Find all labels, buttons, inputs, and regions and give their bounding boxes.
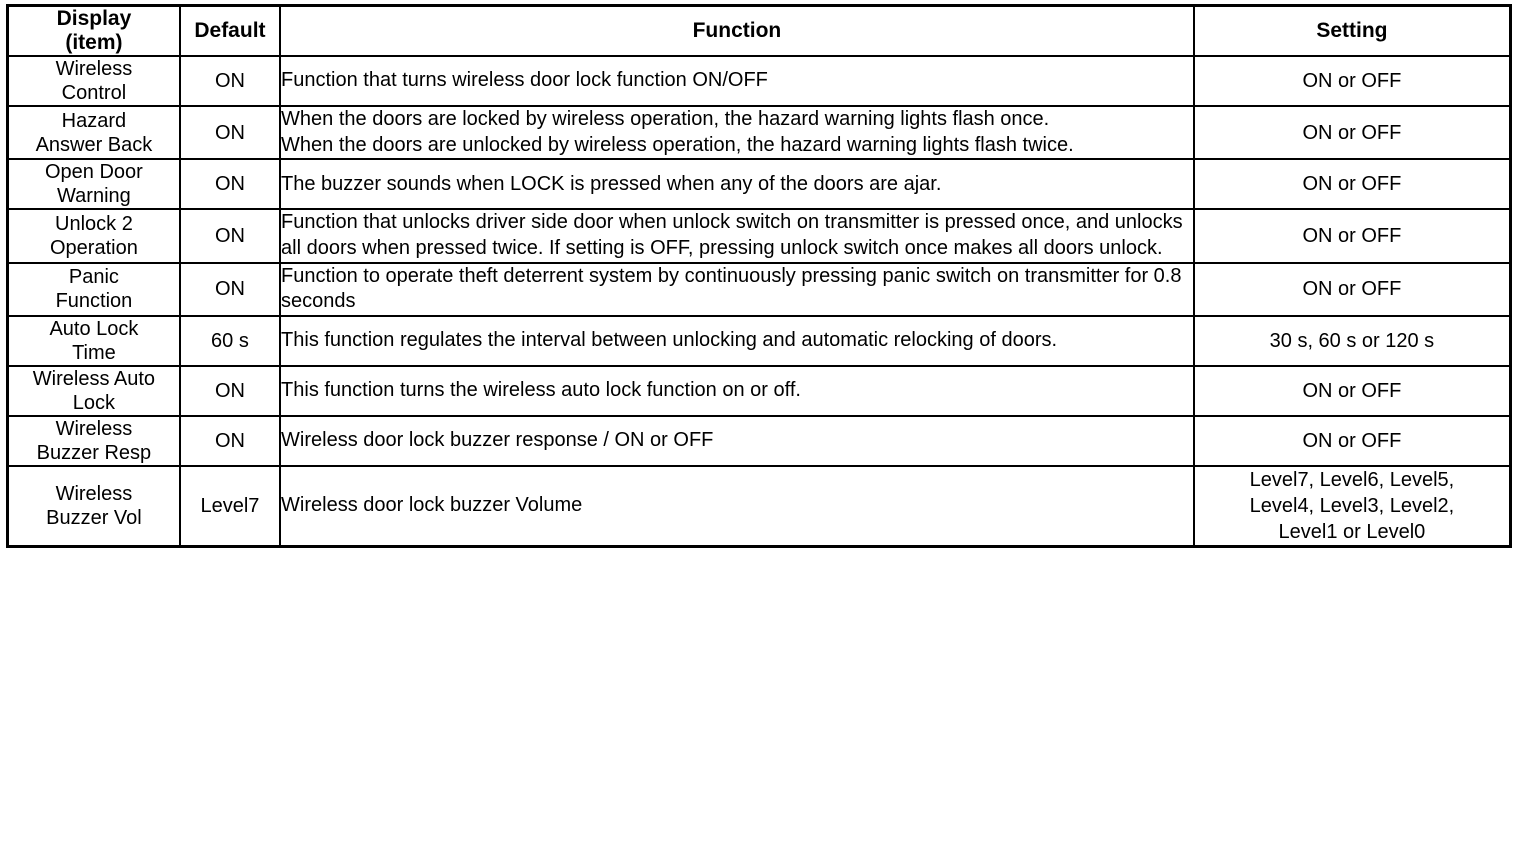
cell-function: Wireless door lock buzzer response / ON or OFF (280, 416, 1194, 466)
table-row (8, 209, 1511, 262)
cell-function: When the doors are locked by wireless operation, the hazard warning lights flash once. When the doors are unlocked by wireless operation, the hazard warning lights flash twice. (280, 106, 1194, 159)
table-body (8, 56, 1511, 546)
cell-item: Wireless Buzzer Vol (8, 466, 180, 547)
cell-setting: ON or OFF (1194, 416, 1511, 466)
table-row (8, 263, 1511, 316)
cell-item: Wireless Auto Lock (8, 366, 180, 416)
cell-item: Wireless Control (8, 56, 180, 106)
settings-table (6, 4, 1512, 548)
cell-default: ON (180, 366, 280, 416)
cell-function: This function regulates the interval between unlocking and automatic relocking of doors. (280, 316, 1194, 366)
cell-setting: Level7, Level6, Level5, Level4, Level3, Level2, Level1 or Level0 (1194, 466, 1511, 547)
cell-function: Function to operate theft deterrent system by continuously pressing panic switch on transmitter for 0.8 seconds (280, 263, 1194, 316)
cell-function: Function that turns wireless door lock function ON/OFF (280, 56, 1194, 106)
table-header-row (8, 6, 1511, 57)
column-header-default: Default (180, 6, 280, 57)
cell-setting: ON or OFF (1194, 159, 1511, 209)
column-header-setting: Setting (1194, 6, 1511, 57)
column-header-display-item (8, 6, 180, 57)
cell-setting: ON or OFF (1194, 106, 1511, 159)
cell-item: Hazard Answer Back (8, 106, 180, 159)
cell-default: ON (180, 209, 280, 262)
cell-default: Level7 (180, 466, 280, 547)
cell-function: Wireless door lock buzzer Volume (280, 466, 1194, 547)
cell-setting: 30 s, 60 s or 120 s (1194, 316, 1511, 366)
table-row (8, 416, 1511, 466)
cell-item: Auto Lock Time (8, 316, 180, 366)
cell-default: ON (180, 159, 280, 209)
table-row (8, 466, 1511, 547)
cell-setting: ON or OFF (1194, 209, 1511, 262)
cell-item: Wireless Buzzer Resp (8, 416, 180, 466)
table-row (8, 159, 1511, 209)
cell-function: Function that unlocks driver side door when unlock switch on transmitter is pressed once, and unlocks all doors when pressed twice. If setting is OFF, pressing unlock switch once makes all doors unlock. (280, 209, 1194, 262)
cell-default: ON (180, 263, 280, 316)
cell-function: This function turns the wireless auto lock function on or off. (280, 366, 1194, 416)
table-row (8, 316, 1511, 366)
cell-default: ON (180, 416, 280, 466)
table-row (8, 56, 1511, 106)
cell-item: Open Door Warning (8, 159, 180, 209)
cell-item: Unlock 2 Operation (8, 209, 180, 262)
cell-setting: ON or OFF (1194, 263, 1511, 316)
cell-function: The buzzer sounds when LOCK is pressed when any of the doors are ajar. (280, 159, 1194, 209)
cell-default: ON (180, 106, 280, 159)
table-row (8, 366, 1511, 416)
cell-setting: ON or OFF (1194, 366, 1511, 416)
column-header-display-line2: (item) (65, 31, 123, 55)
table-row (8, 106, 1511, 159)
cell-setting: ON or OFF (1194, 56, 1511, 106)
cell-item: Panic Function (8, 263, 180, 316)
cell-default: ON (180, 56, 280, 106)
column-header-function: Function (280, 6, 1194, 57)
cell-default: 60 s (180, 316, 280, 366)
column-header-display-line1: Display (56, 7, 132, 30)
